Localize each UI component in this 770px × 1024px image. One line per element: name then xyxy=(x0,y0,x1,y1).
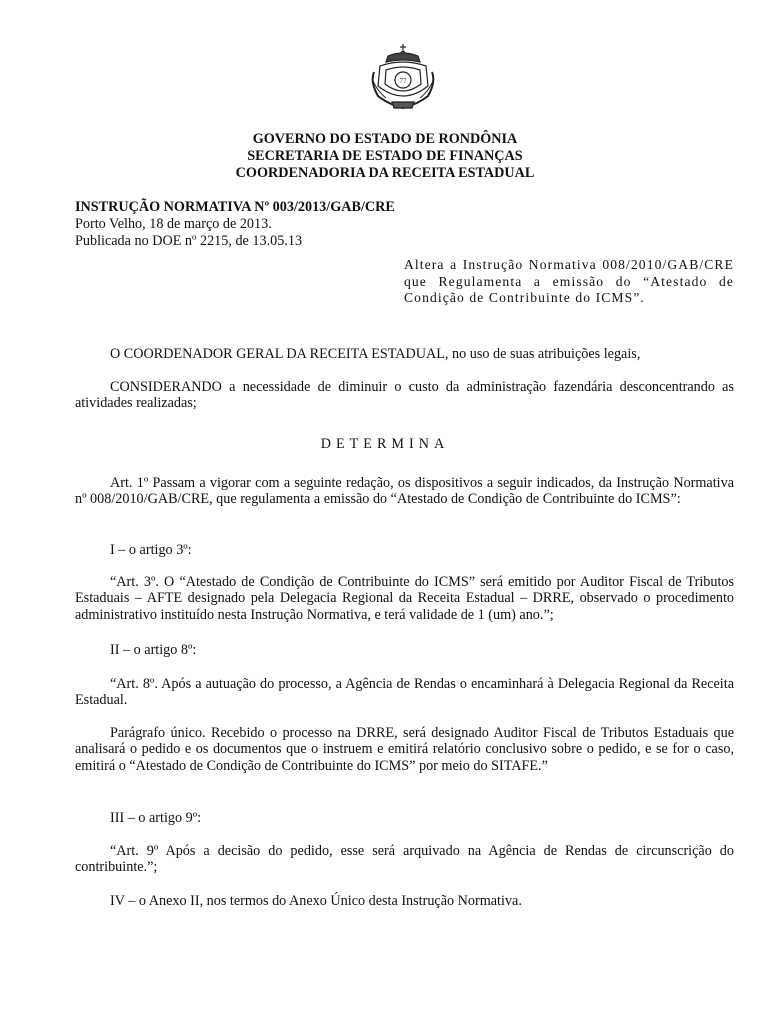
preamble-paragraph: O COORDENADOR GERAL DA RECEITA ESTADUAL, no uso de suas atribuições legais, xyxy=(110,346,641,362)
article-9-paragraph: “Art. 9º Após a decisão do pedido, esse será arquivado na Agência de Rendas de circunscrição do contribuinte.”; xyxy=(75,843,734,876)
ementa: Altera a Instrução Normativa 008/2010/GAB/CRE que Regulamenta a emissão do “Atestado de Condição de Contribuinte do ICMS”. xyxy=(404,257,734,305)
header-coordination: COORDENADORIA DA RECEITA ESTADUAL xyxy=(235,165,535,181)
article-8-paragraph: “Art. 8º. Após a autuação do processo, a Agência de Rendas o encaminhará à Delegacia Regional da Receita Estadual. xyxy=(75,676,734,709)
coat-of-arms-icon xyxy=(368,42,438,112)
header-government: GOVERNO DO ESTADO DE RONDÔNIA xyxy=(252,131,518,147)
article-3-paragraph: “Art. 3º. O “Atestado de Condição de Contribuinte do ICMS” será emitido por Auditor Fiscal de Tributos Estaduais – AFTE designado pela Delegacia Regional da Receita Estadual – DRRE, observado o procedimento administrativo instituído nesta Instrução Normativa, e terá validade de 1 (um) ano.”; xyxy=(75,574,734,623)
item-1-paragraph: I – o artigo 3º: xyxy=(110,542,192,558)
item-4-paragraph: IV – o Anexo II, nos termos do Anexo Único desta Instrução Normativa. xyxy=(110,893,522,909)
determina-heading: DETERMINA xyxy=(320,436,450,452)
document-header xyxy=(0,131,770,182)
instruction-publication: Publicada no DOE nº 2215, de 13.05.13 xyxy=(75,233,303,249)
instruction-title: INSTRUÇÃO NORMATIVA Nº 003/2013/GAB/CRE xyxy=(75,199,395,215)
item-2-paragraph: II – o artigo 8º: xyxy=(110,642,197,658)
instruction-date: Porto Velho, 18 de março de 2013. xyxy=(75,216,272,232)
item-3-paragraph: III – o artigo 9º: xyxy=(110,810,202,826)
considerando-paragraph: CONSIDERANDO a necessidade de diminuir o custo da administração fazendária desconcentrando as atividades realizadas; xyxy=(75,379,734,412)
header-secretariat: SECRETARIA DE ESTADO DE FINANÇAS xyxy=(247,148,523,164)
seal-text: 77 xyxy=(399,77,407,85)
sole-paragraph: Parágrafo único. Recebido o processo na DRRE, será designado Auditor Fiscal de Tributos Estaduais que analisará o pedido e os documentos que o instruem e emitirá relatório conclusivo sobre o pedido, e se for o caso, emitirá o “Atestado de Condição de Contribuinte do ICMS” por meio do SITAFE.” xyxy=(75,725,734,774)
article-1-paragraph: Art. 1º Passam a vigorar com a seguinte redação, os dispositivos a seguir indicados, da Instrução Normativa nº 008/2010/GAB/CRE, que regulamenta a emissão do “Atestado de Condição de Contribuinte do ICMS”: xyxy=(75,475,734,508)
